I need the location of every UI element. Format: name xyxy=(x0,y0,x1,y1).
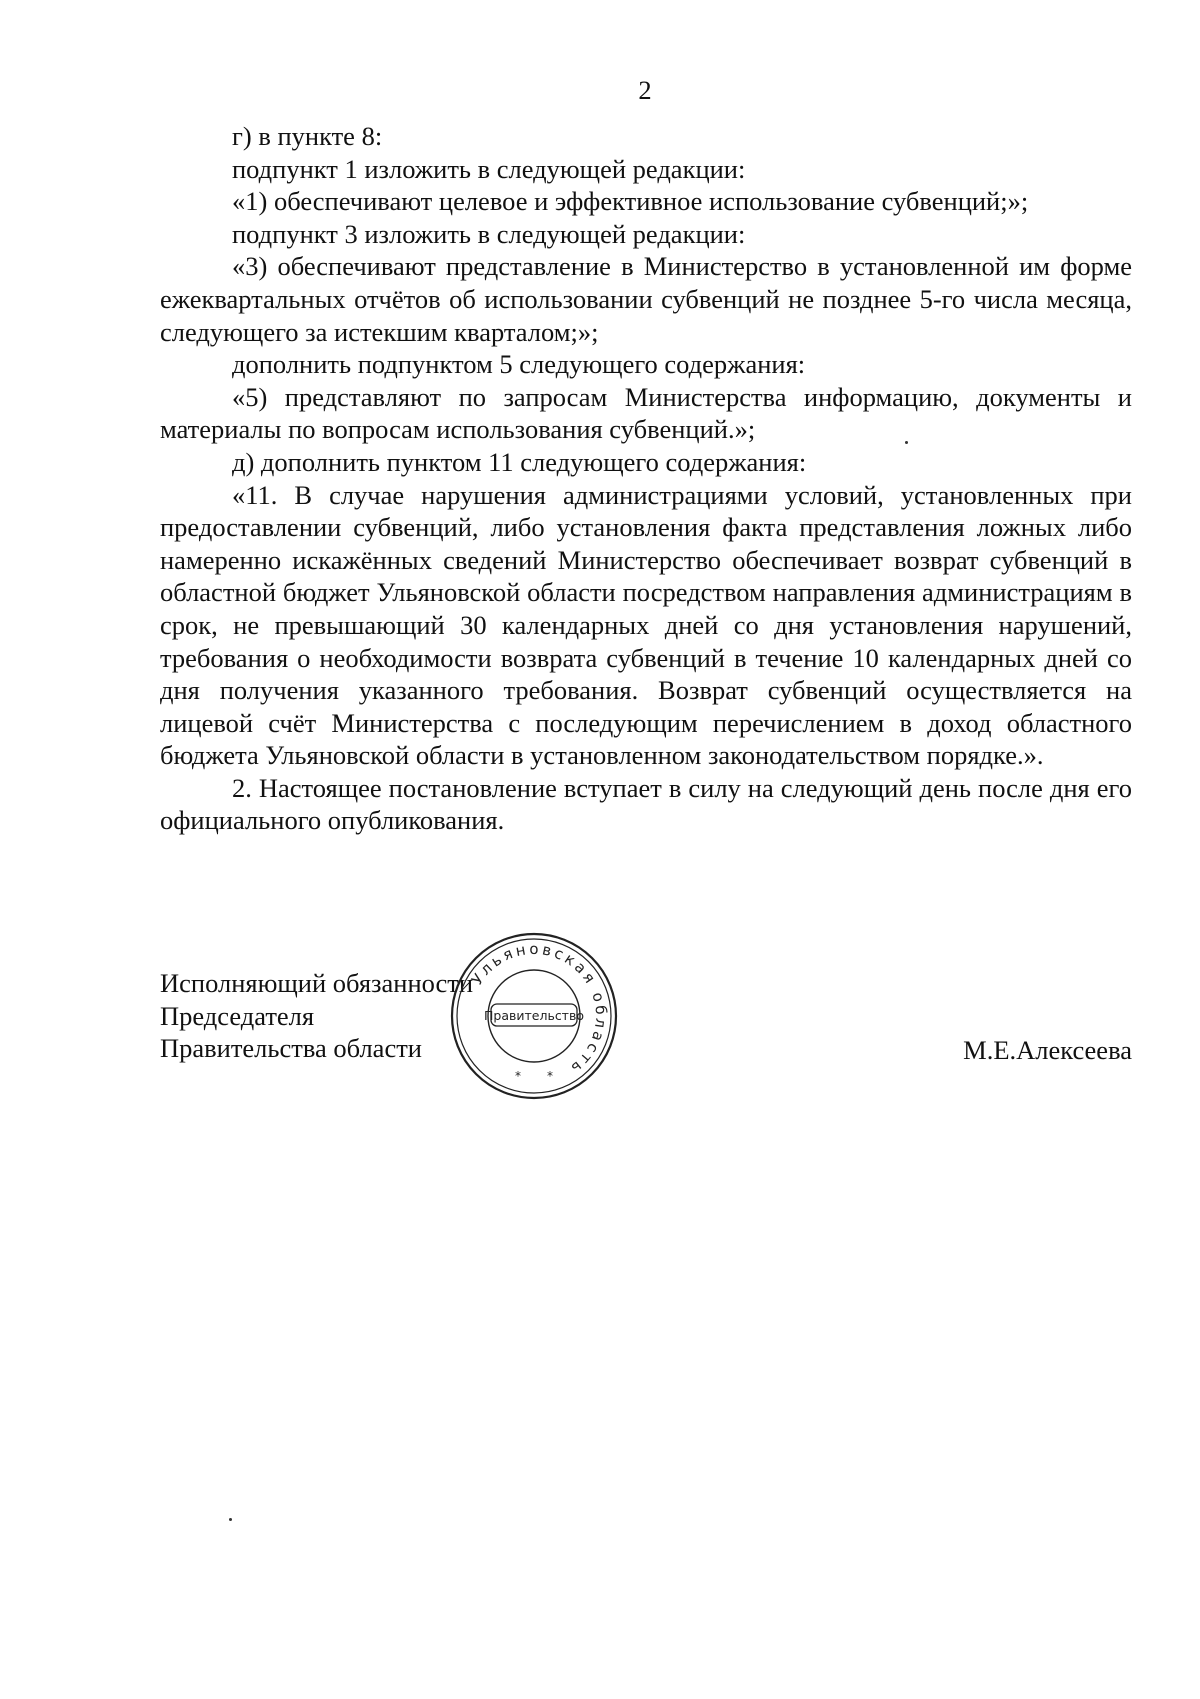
paragraph-subitem-5-intro: дополнить подпунктом 5 следующего содержания: xyxy=(232,349,806,380)
paragraph-item-d: д) дополнить пунктом 11 следующего содержания: xyxy=(232,446,807,477)
signatory-title-line3: Правительства области xyxy=(160,1033,422,1064)
signatory-title-line2: Председателя xyxy=(160,1000,315,1031)
paragraph-subitem-3-intro: подпункт 3 изложить в следующей редакции: xyxy=(232,218,746,249)
document-body xyxy=(160,120,1132,837)
signatory-title xyxy=(160,967,473,1065)
paragraph-effective-date: 2. Настоящее постановление вступает в силу на следующий день после дня его официального опубликования. xyxy=(160,772,1132,836)
paragraph-subitem-1-text: «1) обеспечивают целевое и эффективное использование субвенций;»; xyxy=(232,186,1029,217)
seal-star-icon: * xyxy=(547,1069,553,1083)
official-seal xyxy=(448,930,620,1102)
seal-center-text: Правительство xyxy=(484,1008,584,1023)
paragraph-item-g: г) в пункте 8: xyxy=(232,121,383,151)
seal-star-icon: * xyxy=(515,1069,521,1083)
scan-speck xyxy=(229,1518,232,1521)
seal-ring-text: Ульяновская область xyxy=(467,939,611,1080)
paragraph-subitem-1-intro: подпункт 1 изложить в следующей редакции: xyxy=(232,153,746,184)
paragraph-subitem-5-text: «5) представляют по запросам Министерства информацию, документы и материалы по вопросам использования субвенций.»; xyxy=(160,381,1132,445)
signatory-name: М.Е.Алексеева xyxy=(963,1035,1132,1065)
paragraph-point-11-text: «11. В случае нарушения администрациями условий, установленных при предоставлении субвенций, либо установления факта представления ложных либо намеренно искажённых сведений Министерство обеспечивает возврат субвенций в областной бюджет Ульяновской области посредством направления администрациям в срок, не превышающий 30 календарных дней со дня установления нарушений, требования о необходимости возврата субвенций в течение 10 календарных дней со дня получения указанного требования. Возврат субвенций осуществляется на лицевой счёт Министерства с последующим перечислением в доход областного бюджета Ульяновской области в установленном законодательством порядке.». xyxy=(160,479,1132,771)
scan-speck xyxy=(905,441,908,444)
signatory-title-line1: Исполняющий обязанности xyxy=(160,968,474,998)
page-number: 2 xyxy=(638,75,652,105)
paragraph-subitem-3-text: «3) обеспечивают представление в Министерство в установленной им форме ежеквартальных отчётов об использовании субвенций не позднее 5-го числа месяца, следующего за истекшим кварталом;»; xyxy=(160,251,1132,347)
